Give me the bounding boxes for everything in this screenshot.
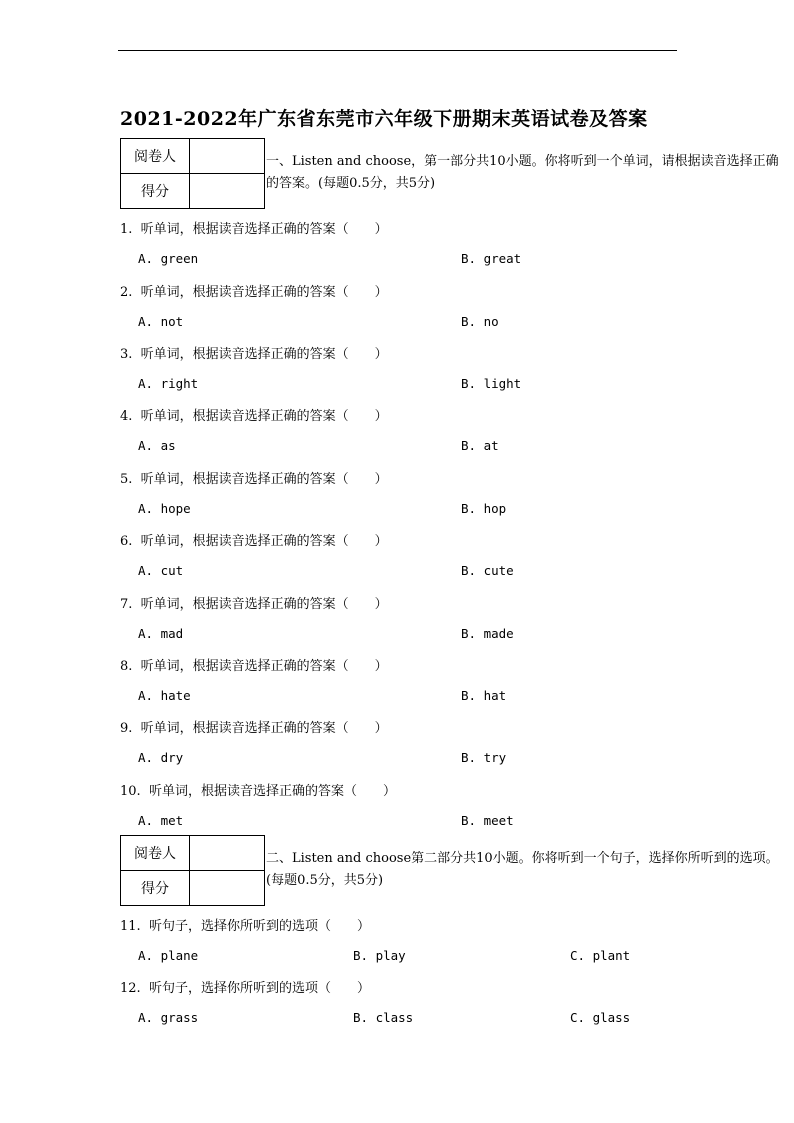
- question-number: 2.: [120, 285, 133, 300]
- option-b[interactable]: B. great: [461, 251, 522, 266]
- question-number: 12.: [120, 981, 141, 996]
- reviewer-blank[interactable]: [190, 836, 265, 871]
- score-label: 得分: [121, 871, 190, 906]
- reviewer-label: 阅卷人: [121, 139, 190, 174]
- question-prompt: 听单词，根据读音选择正确的答案（ ）: [140, 534, 388, 549]
- question-prompt: 听单词，根据读音选择正确的答案（ ）: [140, 285, 388, 300]
- question-prompt: 听句子，选择你所听到的选项（ ）: [148, 981, 370, 996]
- question-number: 7.: [120, 597, 133, 612]
- question-prompt: 听单词，根据读音选择正确的答案（ ）: [140, 347, 388, 362]
- score-table-2: [120, 835, 265, 906]
- option-a[interactable]: A. hate: [138, 688, 191, 703]
- section-2-instructions: 二、Listen and choose第二部分共10小题。你将听到一个句子，选择你所听到的选项。(每题0.5分，共5分): [266, 851, 779, 888]
- option-b[interactable]: B. hop: [461, 501, 507, 516]
- option-a[interactable]: A. green: [138, 251, 199, 266]
- question-number: 5.: [120, 472, 133, 487]
- question-11: [120, 915, 370, 934]
- question-prompt: 听单词，根据读音选择正确的答案（ ）: [140, 472, 388, 487]
- option-a[interactable]: A. mad: [138, 626, 184, 641]
- option-a[interactable]: A. cut: [138, 563, 184, 578]
- option-b[interactable]: B. at: [461, 438, 499, 453]
- question-number: 8.: [120, 659, 133, 674]
- question-number: 1.: [120, 222, 133, 237]
- question-12: [120, 977, 370, 996]
- score-table-1: [120, 138, 265, 209]
- option-a[interactable]: A. right: [138, 376, 199, 391]
- option-a[interactable]: A. plane: [138, 948, 199, 963]
- question-8: [120, 655, 388, 674]
- option-a[interactable]: A. grass: [138, 1010, 199, 1025]
- option-b[interactable]: B. class: [353, 1010, 414, 1025]
- question-prompt: 听单词，根据读音选择正确的答案（ ）: [140, 597, 388, 612]
- question-number: 11.: [120, 919, 141, 934]
- question-5: [120, 468, 388, 487]
- question-prompt: 听单词，根据读音选择正确的答案（ ）: [140, 222, 388, 237]
- option-a[interactable]: A. hope: [138, 501, 191, 516]
- option-b[interactable]: B. made: [461, 626, 514, 641]
- option-b[interactable]: B. no: [461, 314, 499, 329]
- question-number: 10.: [120, 784, 141, 799]
- question-prompt: 听单词，根据读音选择正确的答案（ ）: [140, 721, 388, 736]
- option-a[interactable]: A. met: [138, 813, 184, 828]
- score-blank[interactable]: [190, 174, 265, 209]
- question-prompt: 听句子，选择你所听到的选项（ ）: [148, 919, 370, 934]
- question-1: [120, 218, 388, 237]
- option-c[interactable]: C. plant: [570, 948, 631, 963]
- question-6: [120, 530, 388, 549]
- question-prompt: 听单词，根据读音选择正确的答案（ ）: [140, 659, 388, 674]
- option-a[interactable]: A. not: [138, 314, 184, 329]
- option-c[interactable]: C. glass: [570, 1010, 631, 1025]
- question-number: 4.: [120, 409, 133, 424]
- option-b[interactable]: B. try: [461, 750, 507, 765]
- option-b[interactable]: B. play: [353, 948, 406, 963]
- question-7: [120, 593, 388, 612]
- section-1-instructions: 一、Listen and choose，第一部分共10小题。你将听到一个单词，请根据读音选择正确的答案。(每题0.5分，共5分): [266, 154, 779, 191]
- question-4: [120, 405, 388, 424]
- question-2: [120, 281, 388, 300]
- question-10: [120, 780, 396, 799]
- option-a[interactable]: A. as: [138, 438, 176, 453]
- question-number: 6.: [120, 534, 133, 549]
- question-number: 9.: [120, 721, 133, 736]
- question-9: [120, 717, 388, 736]
- reviewer-blank[interactable]: [190, 139, 265, 174]
- option-b[interactable]: B. hat: [461, 688, 507, 703]
- option-b[interactable]: B. cute: [461, 563, 514, 578]
- score-blank[interactable]: [190, 871, 265, 906]
- option-b[interactable]: B. light: [461, 376, 522, 391]
- score-label: 得分: [121, 174, 190, 209]
- reviewer-label: 阅卷人: [121, 836, 190, 871]
- option-a[interactable]: A. dry: [138, 750, 184, 765]
- question-prompt: 听单词，根据读音选择正确的答案（ ）: [140, 409, 388, 424]
- question-3: [120, 343, 388, 362]
- question-prompt: 听单词，根据读音选择正确的答案（ ）: [148, 784, 396, 799]
- question-number: 3.: [120, 347, 133, 362]
- header-rule: [118, 50, 677, 51]
- page-title: 2021-2022年广东省东莞市六年级下册期末英语试卷及答案: [120, 108, 648, 130]
- option-b[interactable]: B. meet: [461, 813, 514, 828]
